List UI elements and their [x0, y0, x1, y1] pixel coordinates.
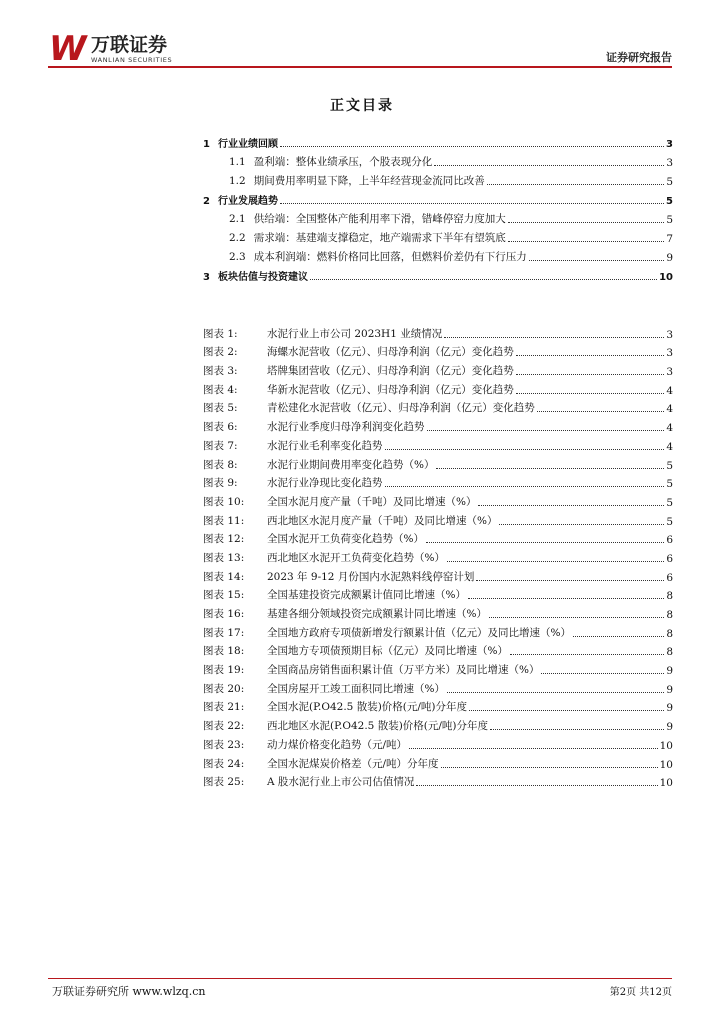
dot-leader	[487, 183, 665, 185]
figure-entry-page: 10	[659, 758, 673, 771]
toc-entry-label	[229, 154, 432, 169]
page-header	[0, 0, 724, 70]
toc-entry[interactable]	[203, 131, 673, 150]
header-divider	[48, 66, 672, 68]
figure-entry[interactable]	[203, 752, 673, 771]
figure-entry[interactable]	[203, 434, 673, 453]
figure-entry-text: 2023 年 9-12 月份国内水泥熟料线停窑计划	[267, 570, 475, 583]
toc-entry-label	[229, 211, 506, 226]
figure-entry-text: 海螺水泥营收（亿元）、归母净利润（亿元）变化趋势	[267, 346, 514, 359]
figure-entry-page: 9	[666, 721, 673, 734]
toc-entry-label	[203, 135, 278, 150]
figure-entry-text: 基建各细分领域投资完成额累计同比增速（%）	[267, 608, 487, 620]
toc-entry-number: 1.1	[229, 156, 246, 168]
toc-entry-number: 2.3	[229, 251, 246, 263]
dot-leader	[489, 616, 664, 618]
dot-leader	[468, 597, 664, 599]
figure-entry-text: 全国地方政府专项债新增发行额累计值（亿元）及同比增速（%）	[267, 626, 571, 639]
toc-entry-number: 1.2	[229, 175, 246, 187]
toc-entry-label	[203, 268, 308, 283]
figure-entry[interactable]	[203, 696, 673, 715]
toc-entry-text: 需求端：基建端支撑稳定，地产端需求下半年有望筑底	[253, 232, 506, 244]
footer-page-number: 第2页 共12页	[609, 987, 672, 998]
figure-entry-page: 5	[666, 496, 673, 509]
figure-entry-page: 3	[666, 347, 673, 360]
figure-entry[interactable]	[203, 509, 673, 528]
figure-entry-number: 图表 25:	[203, 776, 245, 789]
figure-entry-number: 图表 20:	[203, 682, 245, 695]
dot-leader	[478, 504, 664, 506]
dot-leader	[573, 635, 664, 637]
dot-leader	[537, 410, 665, 412]
dot-leader	[469, 709, 664, 711]
figure-entry-page: 5	[666, 478, 673, 491]
toc-entry[interactable]	[203, 226, 673, 245]
dot-leader	[476, 579, 664, 581]
figure-entry-number: 图表 13:	[203, 551, 245, 564]
figure-entry-text: 全国水泥月度产量（千吨）及同比增速（%）	[267, 495, 477, 508]
figure-entry-number: 图表 19:	[203, 664, 245, 677]
figure-entry[interactable]	[203, 453, 673, 472]
figure-entry-page: 4	[666, 440, 673, 453]
figure-entry-page: 3	[666, 328, 673, 341]
toc-entry-page: 5	[666, 196, 673, 207]
dot-leader	[436, 467, 664, 469]
toc-entry-page: 5	[666, 214, 673, 226]
figure-entry-text: A 股水泥行业上市公司估值情况	[267, 776, 415, 789]
figure-entry-page: 10	[659, 739, 673, 752]
figure-entry-text: 水泥行业毛利率变化趋势	[267, 439, 383, 452]
figure-entry[interactable]	[203, 341, 673, 360]
figure-entry-text: 水泥行业期间费用率变化趋势（%）	[267, 458, 435, 471]
figure-entry-text: 水泥行业季度归母净利润变化趋势	[267, 421, 425, 434]
toc-entry-text: 成本利润端：燃料价格同比回落，但燃料价差仍有下行压力	[253, 251, 527, 263]
figure-entry[interactable]	[203, 621, 673, 640]
figure-entry-text: 青松建化水泥营收（亿元）、归母净利润（亿元）变化趋势	[267, 402, 535, 415]
dot-leader	[427, 429, 665, 431]
figure-entry-text: 全国水泥开工负荷变化趋势（%）	[267, 533, 424, 546]
figure-entry-number: 图表 17:	[203, 626, 245, 639]
dot-leader	[516, 392, 665, 394]
toc-entry-text: 供给端：全国整体产能利用率下滑，错峰停窑力度加大	[253, 213, 506, 225]
footer-divider	[48, 978, 672, 979]
figure-entry-text: 全国房屋开工竣工面积同比增速（%）	[267, 682, 445, 695]
figure-entry[interactable]	[203, 640, 673, 659]
figure-entry-number: 图表 8:	[203, 458, 238, 471]
figure-entry-number: 图表 11:	[203, 514, 245, 527]
brand-name-en: WANLIAN SECURITIES	[91, 56, 173, 64]
toc-entry-text: 板块估值与投资建议	[217, 272, 308, 283]
figure-entry-text: 全国水泥(P.O42.5 散装)价格(元/吨)分年度	[267, 701, 468, 714]
figure-entry-page: 8	[666, 609, 673, 621]
figure-entry-number: 图表 22:	[203, 720, 245, 733]
toc-entry-page: 3	[666, 139, 673, 150]
figure-entry-page: 8	[666, 646, 673, 659]
figure-entry-page: 8	[666, 590, 673, 603]
dot-leader	[434, 164, 664, 166]
figure-entry[interactable]	[203, 602, 673, 621]
dot-leader	[385, 448, 665, 450]
toc-entry-number: 2.1	[229, 213, 246, 225]
figure-entry[interactable]	[203, 658, 673, 677]
figure-entry[interactable]	[203, 490, 673, 509]
page-title: 正文目录	[330, 98, 394, 114]
toc-entry-text: 期间费用率明显下降，上半年经营现金流同比改善	[253, 175, 485, 187]
toc-entry-page: 3	[666, 157, 673, 169]
figure-entry[interactable]	[203, 677, 673, 696]
figure-entry-text: 水泥行业净现比变化趋势	[267, 477, 383, 490]
dot-leader	[541, 672, 664, 674]
figure-entry-page: 4	[666, 403, 673, 416]
figure-entry[interactable]	[203, 528, 673, 547]
figure-entry[interactable]	[203, 546, 673, 565]
figure-entry-number: 图表 21:	[203, 701, 245, 714]
figure-entry-text: 西北地区水泥(P.O42.5 散装)价格(元/吨)分年度	[267, 720, 489, 733]
figure-entry-number: 图表 24:	[203, 757, 245, 770]
figure-entry-text: 西北地区水泥开工负荷变化趋势（%）	[267, 551, 445, 564]
dot-leader	[444, 336, 664, 338]
toc-entry-number: 2	[203, 196, 210, 207]
dot-leader	[385, 485, 665, 487]
figure-entry-number: 图表 14:	[203, 570, 245, 583]
toc-entry-number: 1	[203, 139, 210, 150]
toc-entry[interactable]	[203, 245, 673, 264]
figure-entry-text: 华新水泥营收（亿元）、归母净利润（亿元）变化趋势	[267, 383, 514, 396]
toc-entry[interactable]	[203, 207, 673, 226]
figure-entry-number: 图表 4:	[203, 383, 238, 396]
toc-entry-text: 行业业绩回顾	[217, 139, 278, 150]
toc-entry[interactable]	[203, 264, 673, 283]
figure-entry-number: 图表 16:	[203, 608, 245, 620]
figure-entry-text: 动力煤价格变化趋势（元/吨）	[267, 738, 408, 751]
dot-leader	[516, 354, 665, 356]
toc-entry-text: 行业发展趋势	[217, 196, 278, 207]
figure-entry[interactable]	[203, 714, 673, 733]
figure-entry-number: 图表 2:	[203, 346, 238, 359]
report-type: 证券研究报告	[606, 51, 672, 64]
figure-entry-page: 6	[666, 571, 673, 584]
toc-entry-number: 2.2	[229, 232, 246, 244]
figure-entry-number: 图表 7:	[203, 439, 238, 452]
figure-entry-page: 10	[659, 777, 673, 790]
figure-entry-page: 5	[666, 515, 673, 528]
figure-entry-number: 图表 18:	[203, 645, 245, 658]
dot-leader	[499, 523, 664, 525]
figure-list	[203, 322, 673, 789]
figure-entry-text: 全国水泥煤炭价格差（元/吨）分年度	[267, 757, 439, 770]
figure-entry-number: 图表 9:	[203, 477, 238, 490]
toc-entry-number: 3	[203, 272, 210, 283]
toc-entry-page: 10	[659, 272, 673, 283]
figure-entry[interactable]	[203, 584, 673, 603]
figure-entry[interactable]	[203, 565, 673, 584]
dot-leader	[508, 221, 665, 223]
figure-entry-text: 全国商品房销售面积累计值（万平方米）及同比增速（%）	[267, 664, 540, 677]
figure-entry-text: 全国基建投资完成额累计值同比增速（%）	[267, 589, 466, 602]
dot-leader	[280, 202, 664, 204]
figure-entry[interactable]	[203, 359, 673, 378]
dot-leader	[310, 278, 657, 280]
toc-entry-label	[229, 230, 506, 245]
dot-leader	[280, 145, 664, 147]
toc-entry-page: 9	[666, 252, 673, 264]
figure-entry-text: 西北地区水泥月度产量（千吨）及同比增速（%）	[267, 514, 498, 527]
figure-entry-page: 9	[666, 665, 673, 678]
toc-entry[interactable]	[203, 188, 673, 207]
figure-entry-page: 9	[666, 702, 673, 715]
figure-entry[interactable]	[203, 472, 673, 491]
figure-entry[interactable]	[203, 322, 673, 341]
toc-entry-page: 7	[666, 233, 673, 245]
figure-entry[interactable]	[203, 378, 673, 397]
dot-leader	[447, 691, 664, 693]
figure-entry-page: 8	[666, 627, 673, 640]
dot-leader	[490, 728, 664, 730]
dot-leader	[447, 560, 664, 562]
toc-entry[interactable]	[203, 150, 673, 169]
toc-entry-text: 盈利端：整体业绩承压，个股表现分化	[253, 156, 433, 168]
dot-leader	[441, 766, 658, 768]
figure-entry-number: 图表 10:	[203, 495, 245, 508]
figure-entry-text: 全国地方专项债预期目标（亿元）及同比增速（%）	[267, 645, 508, 658]
footer-source: 万联证券研究所 www.wlzq.cn	[52, 985, 206, 998]
figure-entry-page: 4	[666, 422, 673, 435]
figure-entry-number: 图表 1:	[203, 327, 238, 340]
toc-entry-label	[203, 192, 278, 207]
dot-leader	[510, 653, 664, 655]
dot-leader	[516, 373, 665, 375]
toc-entry-page: 5	[666, 176, 673, 188]
brand-name-cn: 万联证券	[91, 34, 168, 56]
toc-entry-label	[229, 249, 527, 264]
figure-entry-number: 图表 5:	[203, 402, 238, 415]
dot-leader	[409, 747, 658, 749]
figure-entry-number: 图表 15:	[203, 589, 245, 602]
toc-entry[interactable]	[203, 169, 673, 188]
toc-entry-label	[229, 173, 485, 188]
dot-leader	[416, 784, 657, 786]
figure-entry-number: 图表 6:	[203, 421, 238, 434]
figure-entry[interactable]	[203, 771, 673, 790]
figure-entry-number: 图表 23:	[203, 738, 245, 751]
dot-leader	[508, 240, 665, 242]
figure-entry[interactable]	[203, 415, 673, 434]
figure-entry-number: 图表 3:	[203, 365, 238, 378]
figure-entry-text: 塔牌集团营收（亿元）、归母净利润（亿元）变化趋势	[267, 365, 514, 378]
dot-leader	[529, 259, 665, 261]
figure-entry-page: 9	[666, 683, 673, 696]
figure-entry-page: 4	[666, 384, 673, 397]
figure-entry-number: 图表 12:	[203, 533, 245, 546]
logo-mark: W	[49, 29, 83, 69]
figure-entry-page: 5	[666, 459, 673, 472]
figure-entry-page: 6	[666, 552, 673, 565]
figure-entry-page: 3	[666, 366, 673, 379]
dot-leader	[426, 541, 664, 543]
table-of-contents	[203, 131, 673, 283]
figure-entry[interactable]	[203, 733, 673, 752]
figure-entry-text: 水泥行业上市公司 2023H1 业绩情况	[267, 327, 443, 340]
figure-entry[interactable]	[203, 397, 673, 416]
figure-entry-page: 6	[666, 534, 673, 547]
